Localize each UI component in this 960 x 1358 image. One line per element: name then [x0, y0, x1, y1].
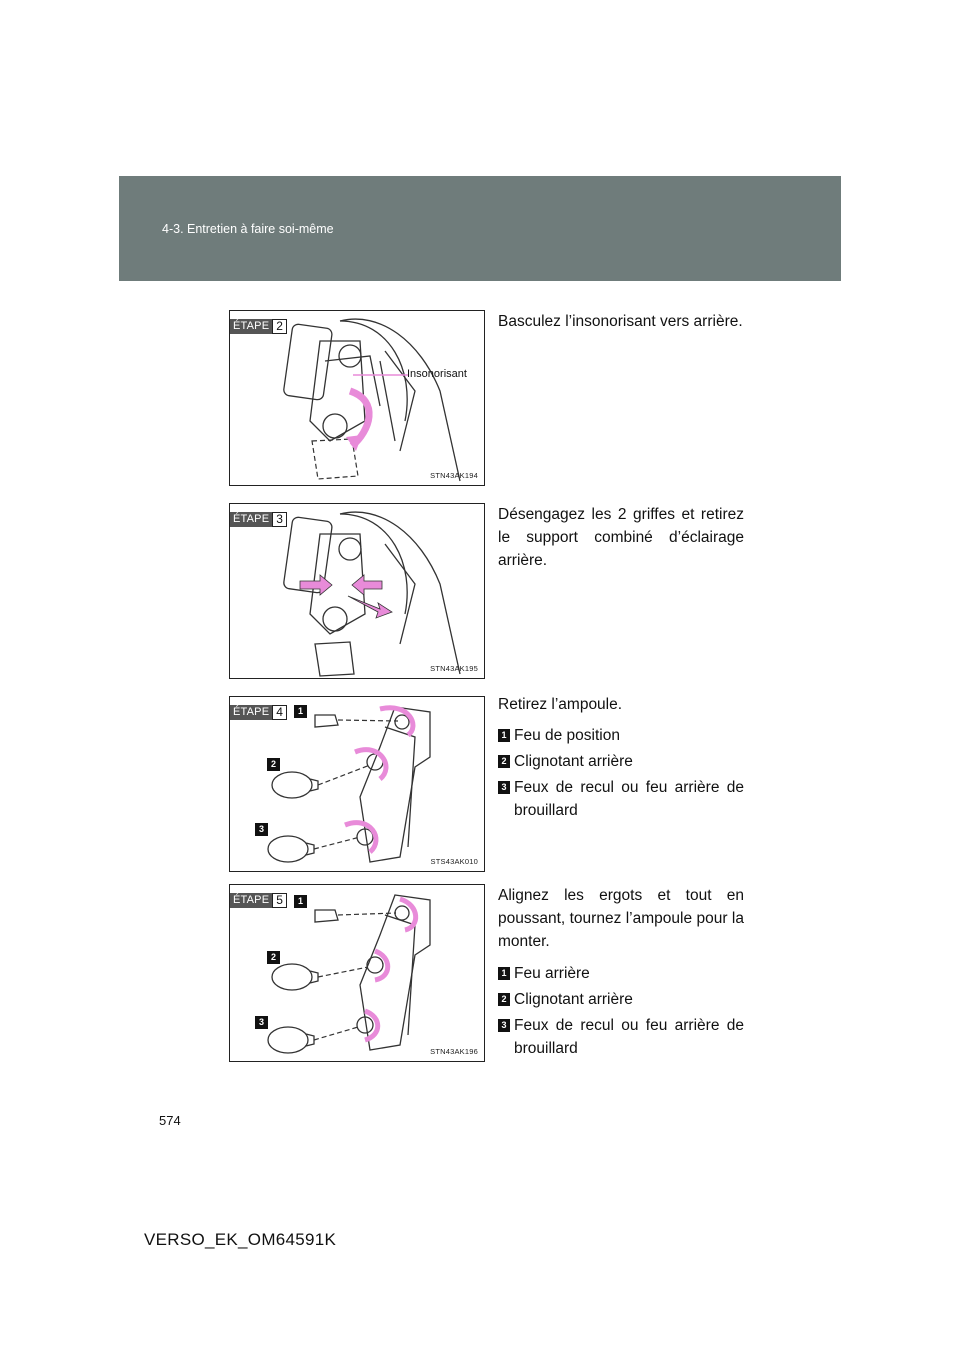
step-label	[230, 512, 287, 527]
step-5-legend	[498, 962, 744, 1063]
step-2-text: Basculez l’insonorisant vers arrière.	[498, 313, 743, 330]
marker-1: 1	[294, 705, 307, 718]
step-4-legend	[498, 724, 744, 825]
step-word: ÉTAPE	[230, 319, 272, 334]
step-word: ÉTAPE	[230, 705, 272, 720]
legend-item: 1 Feu arrière	[498, 962, 744, 985]
marker-3: 3	[255, 823, 268, 836]
step-4-illustration	[229, 696, 485, 872]
marker-1: 1	[294, 895, 307, 908]
step-5-illustration	[229, 884, 485, 1062]
image-code: STS43AK010	[430, 857, 478, 866]
marker-2: 2	[267, 758, 280, 771]
step-word: ÉTAPE	[230, 512, 272, 527]
image-code: STN43AK194	[430, 471, 478, 480]
legend-item: 2 Clignotant arrière	[498, 750, 744, 773]
step-number: 5	[272, 893, 287, 908]
bulb-install-diagram	[230, 885, 484, 1061]
step-label	[230, 893, 287, 908]
step-label	[230, 319, 287, 334]
step-2-illustration	[229, 310, 485, 486]
claws-diagram	[230, 504, 484, 678]
marker-3: 3	[255, 1016, 268, 1029]
step-number: 3	[272, 512, 287, 527]
section-title: 4-3. Entretien à faire soi-même	[162, 222, 334, 236]
image-code: STN43AK195	[430, 664, 478, 673]
legend-item: 1 Feu de position	[498, 724, 744, 747]
image-code: STN43AK196	[430, 1047, 478, 1056]
step-number: 4	[272, 705, 287, 720]
legend-item: 2 Clignotant arrière	[498, 988, 744, 1011]
legend-item: 3 Feux de recul ou feu arrière de brouillard	[498, 776, 744, 822]
step-3-text: Désengagez les 2 griffes et retirez le support combiné d’éclairage arrière.	[498, 506, 744, 569]
sound-insulator-diagram	[230, 311, 484, 485]
step-number: 2	[272, 319, 287, 334]
bulb-removal-diagram	[230, 697, 484, 871]
step-word: ÉTAPE	[230, 893, 272, 908]
insonorisant-callout: Insonorisant	[407, 368, 467, 380]
step-4-text: Retirez l’ampoule.	[498, 696, 623, 713]
section-header	[119, 176, 841, 281]
step-label	[230, 705, 287, 720]
document-code: VERSO_EK_OM64591K	[144, 1230, 337, 1249]
step-5-text: Alignez les ergots et tout en poussant, tournez l’ampoule pour la monter.	[498, 887, 744, 950]
marker-2: 2	[267, 951, 280, 964]
legend-item: 3 Feux de recul ou feu arrière de brouillard	[498, 1014, 744, 1060]
step-3-illustration	[229, 503, 485, 679]
page-number: 574	[159, 1113, 181, 1128]
